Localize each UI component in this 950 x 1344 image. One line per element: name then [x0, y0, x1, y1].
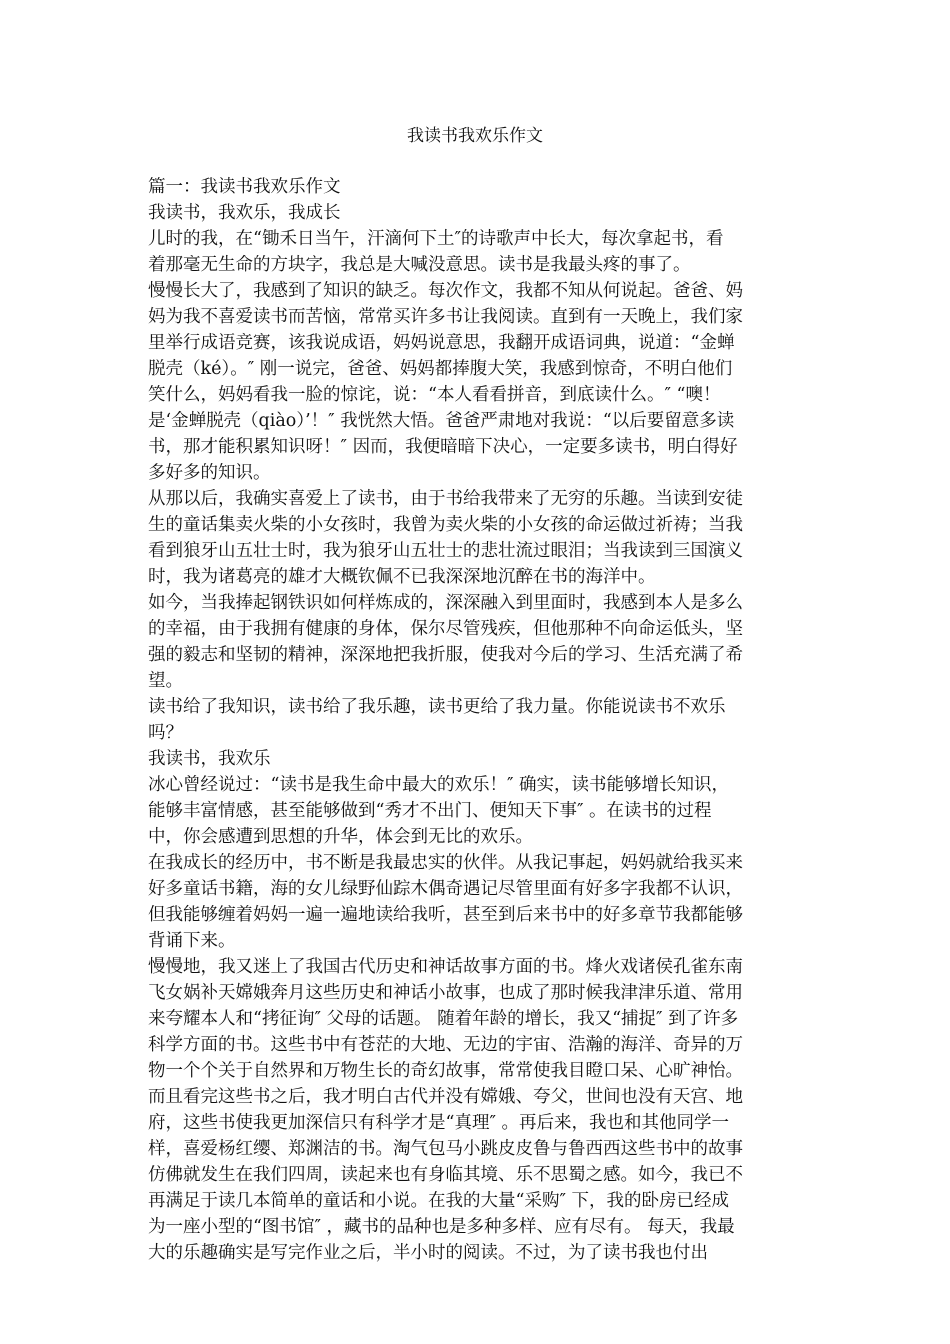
text-line: 科学方面的书。这些书中有苍茫的大地、无边的宇宙、浩瀚的海洋、奇异的万: [148, 1035, 743, 1055]
text-line: 我读书，我欢乐，我成长: [148, 203, 341, 223]
text-line: 儿时的我，在“锄禾日当午，汗滴何下土″的诗歌声中长大，每次拿起书，看: [148, 229, 724, 249]
text-line: 为一座小型的“图书馆″ ，藏书的品种也是多种多样、应有尽有。 每天，我最: [148, 1217, 735, 1237]
text-line: 如今，当我捧起钢铁识如何样炼成的，深深融入到里面时，我感到本人是多么: [148, 593, 743, 613]
text-line: 书，那才能积累知识呀！″ 因而，我便暗暗下决心，一定要多读书，明白得好: [148, 437, 738, 457]
text-line: 背诵下来。: [148, 931, 236, 951]
text-line: 时，我为诸葛亮的雄才大概钦佩不已我深深地沉醉在书的海洋中。: [148, 567, 656, 587]
document-title: 我读书我欢乐作文: [407, 126, 543, 146]
text-line: 笑什么，妈妈看我一脸的惊诧，说：“本人看看拼音，到底读什么。″ “噢！: [148, 385, 721, 405]
text-line: 来夸耀本人和“拷征询″ 父母的话题。 随着年龄的增长，我又“捕捉″ 到了许多: [148, 1009, 739, 1029]
text-line: 冰心曾经说过：“读书是我生命中最大的欢乐！″ 确实，读书能够增长知识，: [148, 775, 730, 795]
text-line: 篇一：我读书我欢乐作文: [148, 177, 341, 197]
text-line: 脱壳（ké）。″ 刚一说完，爸爸、妈妈都捧腹大笑，我感到惊奇，不明白他们: [148, 359, 733, 379]
text-line: 着那毫无生命的方块字，我总是大喊没意思。读书是我最头疼的事了。: [148, 255, 691, 275]
text-line: 生的童话集卖火柴的小女孩时，我曾为卖火柴的小女孩的命运做过祈祷；当我: [148, 515, 743, 535]
text-line: 吗？: [148, 723, 183, 743]
text-line: 再满足于读几本简单的童话和小说。在我的大量“采购″ 下，我的卧房已经成: [148, 1191, 730, 1211]
text-line: 我读书，我欢乐: [148, 749, 271, 769]
text-line: 物一个个关于自然界和万物生长的奇幻故事，常常使我目瞪口呆、心旷神怡。: [148, 1061, 743, 1081]
text-line: 慢慢长大了，我感到了知识的缺乏。每次作文，我都不知从何说起。爸爸、妈: [148, 281, 743, 301]
text-line: 妈为我不喜爱读书而苦恼，常常买许多书让我阅读。直到有一天晚上，我们家: [148, 307, 743, 327]
text-line: 样，喜爱杨红缨、郑渊洁的书。淘气包马小跳皮皮鲁与鲁西西这些书中的故事: [148, 1139, 743, 1159]
text-line: 多好多的知识。: [148, 463, 271, 483]
text-line: 慢慢地，我又迷上了我国古代历史和神话故事方面的书。烽火戏诸侯孔雀东南: [148, 957, 743, 977]
text-line: 中，你会感遭到思想的升华，体会到无比的欢乐。: [148, 827, 533, 847]
text-line: 好多童话书籍，海的女儿绿野仙踪木偶奇遇记尽管里面有好多字我都不认识，: [148, 879, 743, 899]
text-line: 强的毅志和坚韧的精神，深深地把我折服，使我对今后的学习、生活充满了希: [148, 645, 743, 665]
text-line: 仿佛就发生在我们四周，读起来也有身临其境、乐不思蜀之感。如今，我已不: [148, 1165, 743, 1185]
text-line: 是‘金蝉脱壳（qiào）’！″ 我恍然大悟。爸爸严肃地对我说：“以后要留意多读: [148, 411, 735, 431]
text-line: 望。: [148, 671, 183, 691]
text-line: 但我能够缠着妈妈一遍一遍地读给我听，甚至到后来书中的好多章节我都能够: [148, 905, 743, 925]
text-line: 大的乐趣确实是写完作业之后，半小时的阅读。不过，为了读书我也付出: [148, 1243, 708, 1263]
text-line: 的幸福，由于我拥有健康的身体，保尔尽管残疾，但他那种不向命运低头，坚: [148, 619, 743, 639]
text-line: 从那以后，我确实喜爱上了读书，由于书给我带来了无穷的乐趣。当读到安徒: [148, 489, 743, 509]
text-line: 飞女娲补天嫦娥奔月这些历史和神话小故事，也成了那时候我津津乐道、常用: [148, 983, 743, 1003]
text-line: 读书给了我知识，读书给了我乐趣，读书更给了我力量。你能说读书不欢乐: [148, 697, 726, 717]
text-line: 看到狼牙山五壮士时，我为狼牙山五壮士的悲壮流过眼泪；当我读到三国演义: [148, 541, 743, 561]
text-line: 里举行成语竞赛，该我说成语，妈妈说意思，我翻开成语词典，说道：“金蝉: [148, 333, 735, 353]
document-body: [148, 174, 808, 1266]
text-line: 府，这些书使我更加深信只有科学才是“真理″ 。再后来，我也和其他同学一: [148, 1113, 730, 1133]
text-line: 而且看完这些书之后，我才明白古代并没有嫦娥、夸父，世间也没有天宫、地: [148, 1087, 743, 1107]
text-line: 在我成长的经历中，书不断是我最忠实的伙伴。从我记事起，妈妈就给我买来: [148, 853, 743, 873]
text-line: 能够丰富情感，甚至能够做到“秀才不出门、便知天下事″ 。在读书的过程: [148, 801, 712, 821]
